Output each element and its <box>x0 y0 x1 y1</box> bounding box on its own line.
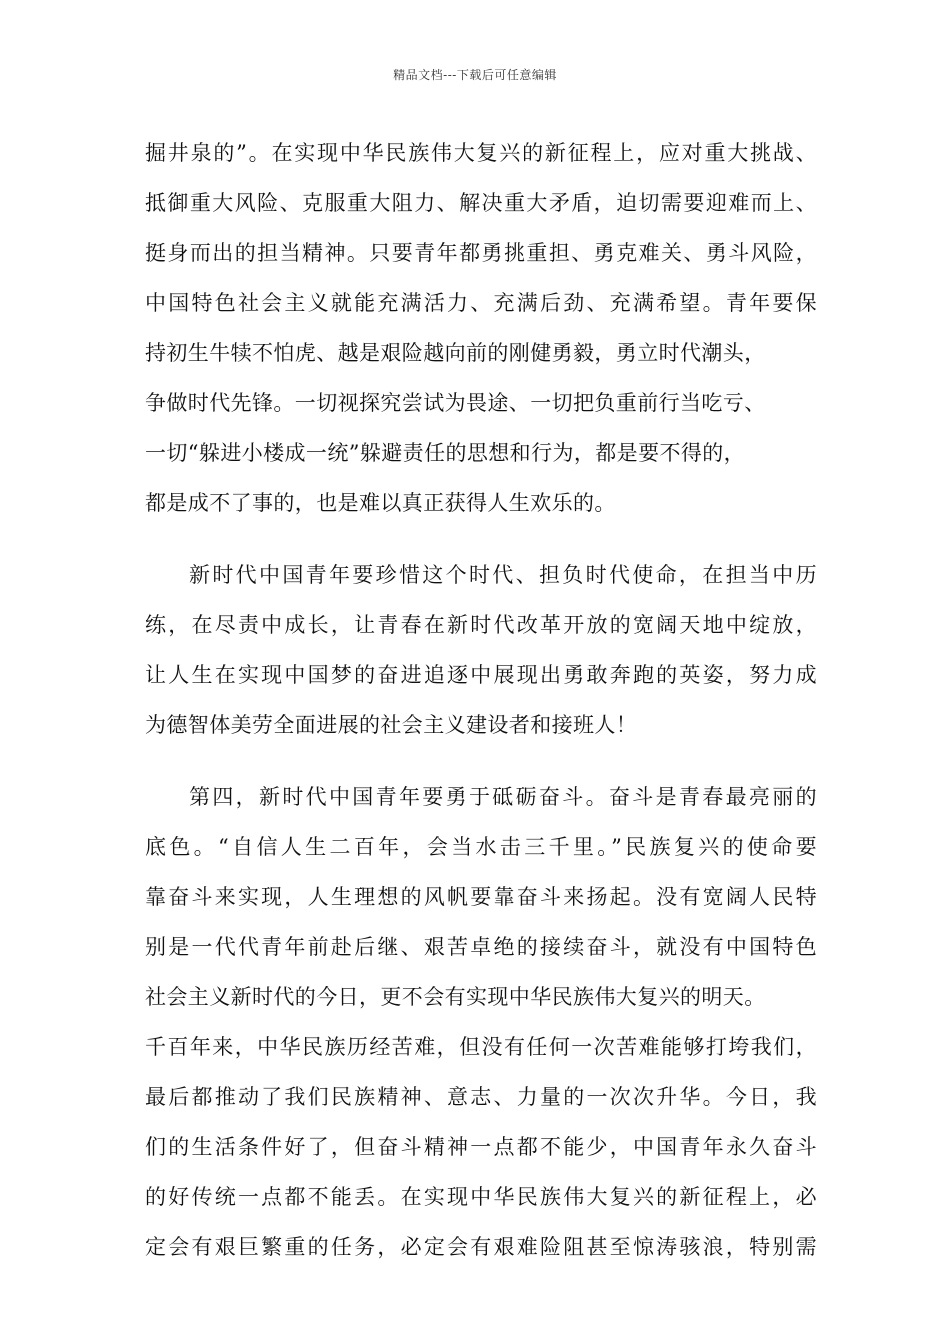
text-line: 抵御重大风险、克服重大阻力、解决重大矛盾，迫切需要迎难而上、 <box>145 191 817 215</box>
text-line: 定会有艰巨繁重的任务，必定会有艰难险阻甚至惊涛骇浪，特别需 <box>145 1235 817 1259</box>
text-line: 争做时代先锋。一切视探究尝试为畏途、一切把负重前行当吃亏、 <box>145 391 766 415</box>
text-line: 们的生活条件好了，但奋斗精神一点都不能少，中国青年永久奋斗 <box>145 1135 817 1159</box>
text-line: 持初生牛犊不怕虎、越是艰险越向前的刚健勇毅，勇立时代潮头， <box>145 341 766 365</box>
text-line: 中国特色社会主义就能充满活力、充满后劲、充满希望。青年要保 <box>145 291 817 315</box>
text-line: 第四，新时代中国青年要勇于砥砺奋斗。奋斗是青春最亮丽的 <box>189 785 817 809</box>
document-body <box>145 128 817 1272</box>
paragraph-3 <box>145 772 817 1272</box>
text-line: 新时代中国青年要珍惜这个时代、担负时代使命，在担当中历 <box>189 563 817 587</box>
paragraph-gap <box>145 528 817 550</box>
text-line: 社会主义新时代的今日，更不会有实现中华民族伟大复兴的明天。 <box>145 985 766 1009</box>
text-line: 的好传统一点都不能丢。在实现中华民族伟大复兴的新征程上，必 <box>145 1185 817 1209</box>
text-line: 掘井泉的”。在实现中华民族伟大复兴的新征程上，应对重大挑战、 <box>145 141 817 165</box>
text-line: 练，在尽责中成长，让青春在新时代改革开放的宽阔天地中绽放， <box>145 613 817 637</box>
text-line: 挺身而出的担当精神。只要青年都勇挑重担、勇克难关、勇斗风险， <box>145 241 817 265</box>
text-line: 都是成不了事的，也是难以真正获得人生欢乐的。 <box>145 491 616 515</box>
text-line: 靠奋斗来实现，人生理想的风帆要靠奋斗来扬起。没有宽阔人民特 <box>145 885 817 909</box>
paragraph-2 <box>145 550 817 750</box>
paragraph-gap <box>145 750 817 772</box>
text-line: 千百年来，中华民族历经苦难，但没有任何一次苦难能够打垮我们， <box>145 1035 817 1059</box>
paragraph-1 <box>145 128 817 528</box>
text-line: 一切“躲进小楼成一统”躲避责任的思想和行为，都是要不得的， <box>145 441 746 465</box>
text-line: 别是一代代青年前赴后继、艰苦卓绝的接续奋斗，就没有中国特色 <box>145 935 817 959</box>
page-header: 精品文档---下载后可任意编辑 <box>393 68 557 82</box>
text-line: 让人生在实现中国梦的奋进追逐中展现出勇敢奔跑的英姿，努力成 <box>145 663 817 687</box>
text-line: 底色。“自信人生二百年，会当水击三千里。”民族复兴的使命要 <box>145 835 817 859</box>
text-line: 最后都推动了我们民族精神、意志、力量的一次次升华。今日，我 <box>145 1085 817 1109</box>
text-line: 为德智体美劳全面进展的社会主义建设者和接班人！ <box>145 713 638 737</box>
